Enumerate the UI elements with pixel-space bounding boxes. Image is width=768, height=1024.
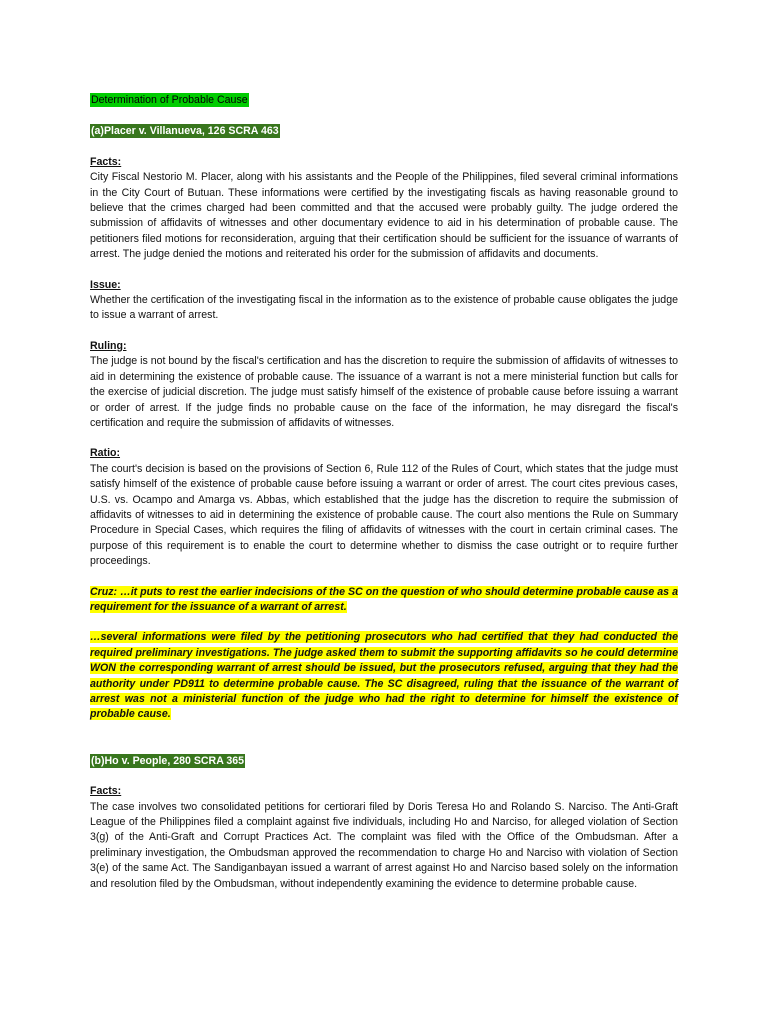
case1-issue-section bbox=[90, 278, 678, 324]
document-content bbox=[90, 93, 678, 892]
case2-facts-section bbox=[90, 784, 678, 892]
case1-note-cruz bbox=[90, 585, 678, 616]
note-summary-text: …several informations were filed by the petitioning prosecutors who had certified that they had conducted the required preliminary investigations. The judge asked them to submit the supporting affidavits so he could determine WON the corresponding warrant of arrest should be issued, but the prosecutors refused, arguing that they had the authority under PD911 to determine probable cause. The SC disagreed, ruling that the issuance of the warrant of arrest was not a ministerial function of the judge who had the right to determine for himself the existence of probable cause. bbox=[90, 631, 678, 721]
case1-issue-text: Whether the certification of the investigating fiscal in the information as to the existence of probable cause obligates the judge to issue a warrant of arrest. bbox=[90, 294, 678, 322]
case1-note-summary bbox=[90, 630, 678, 722]
case1-facts-label: Facts: bbox=[90, 155, 122, 168]
topic-heading: Determination of Probable Cause bbox=[91, 94, 248, 106]
case1-issue-label: Issue: bbox=[90, 278, 121, 291]
case1-facts-section bbox=[90, 155, 678, 263]
case1-ruling-text: The judge is not bound by the fiscal's certification and has the discretion to require the submission of affidavits of witnesses to aid in determining the existence of probable cause. The issuance of a warrant is not a mere ministerial function but calls for the exercise of judicial discretion. The judge must satisfy himself of the existence of probable cause before issuing a warrant or order of arrest. If the judge finds no probable cause on the face of the information, he may disregard the fiscal's certification and require the submission of affidavits of witnesses. bbox=[90, 355, 678, 429]
case2-title: (b)Ho v. People, 280 SCRA 365 bbox=[91, 754, 245, 767]
case2-facts-label: Facts: bbox=[90, 785, 122, 798]
note-cruz-text: Cruz: …it puts to rest the earlier indecisions of the SC on the question of who should determine probable cause as a requirement for the issuance of a warrant of arrest. bbox=[90, 585, 678, 613]
case1-ratio-section bbox=[90, 446, 678, 569]
case1-ratio-text: The court's decision is based on the provisions of Section 6, Rule 112 of the Rules of Court, which states that the judge must satisfy himself of the existence of probable cause before issuing a warrant or order of arrest. The court cites previous cases, U.S. vs. Ocampo and Amarga vs. Abbas, which established that the judge has the discretion to require the submission of affidavits of witnesses to aid in determining the existence of probable cause. The court also mentions the Rule on Summary Procedure in Special Cases, which requires the filing of affidavits of witnesses with the court in certain criminal cases. The purpose of this requirement is to enable the court to determine whether to dismiss the case outright or to require further proceedings. bbox=[90, 462, 678, 568]
case1-ruling-label: Ruling: bbox=[90, 339, 127, 352]
case1-ratio-label: Ratio: bbox=[90, 447, 121, 460]
case1-ruling-section bbox=[90, 339, 678, 431]
case1-facts-text: City Fiscal Nestorio M. Placer, along with his assistants and the People of the Philippines, filed several criminal informations in the City Court of Butuan. These informations were certified by the investigating fiscals as having reasonable ground to believe that the crimes charged had been committed and that the accused were probably guilty. The judge ordered the submission of affidavits of witnesses and other documentary evidence to aid in his determination of probable cause. The petitioners filed motions for reconsideration, arguing that their certification should be sufficient for the issuance of warrants of arrest. The judge denied the motions and reiterated his order for the submission of affidavits and documents. bbox=[90, 171, 678, 261]
topic-heading-line bbox=[90, 93, 678, 108]
case2-title-line bbox=[90, 754, 678, 769]
case1-title-line bbox=[90, 124, 678, 139]
case1-title: (a)Placer v. Villanueva, 126 SCRA 463 bbox=[91, 125, 279, 138]
case2-facts-text: The case involves two consolidated petitions for certiorari filed by Doris Teresa Ho and Rolando S. Narciso. The Anti-Graft League of the Philippines filed a complaint against five individuals, including Ho and Narciso, for alleged violation of Section 3(g) of the Anti-Graft and Corrupt Practices Act. The complaint was filed with the Office of the Ombudsman. After a preliminary investigation, the Ombudsman approved the recommendation to charge Ho and Narciso with violation of Section 3(e) of the same Act. The Sandiganbayan issued a warrant of arrest against Ho and Narciso based solely on the information and resolution filed by the Ombudsman, without independently examining the evidence to determine probable cause. bbox=[90, 800, 678, 890]
